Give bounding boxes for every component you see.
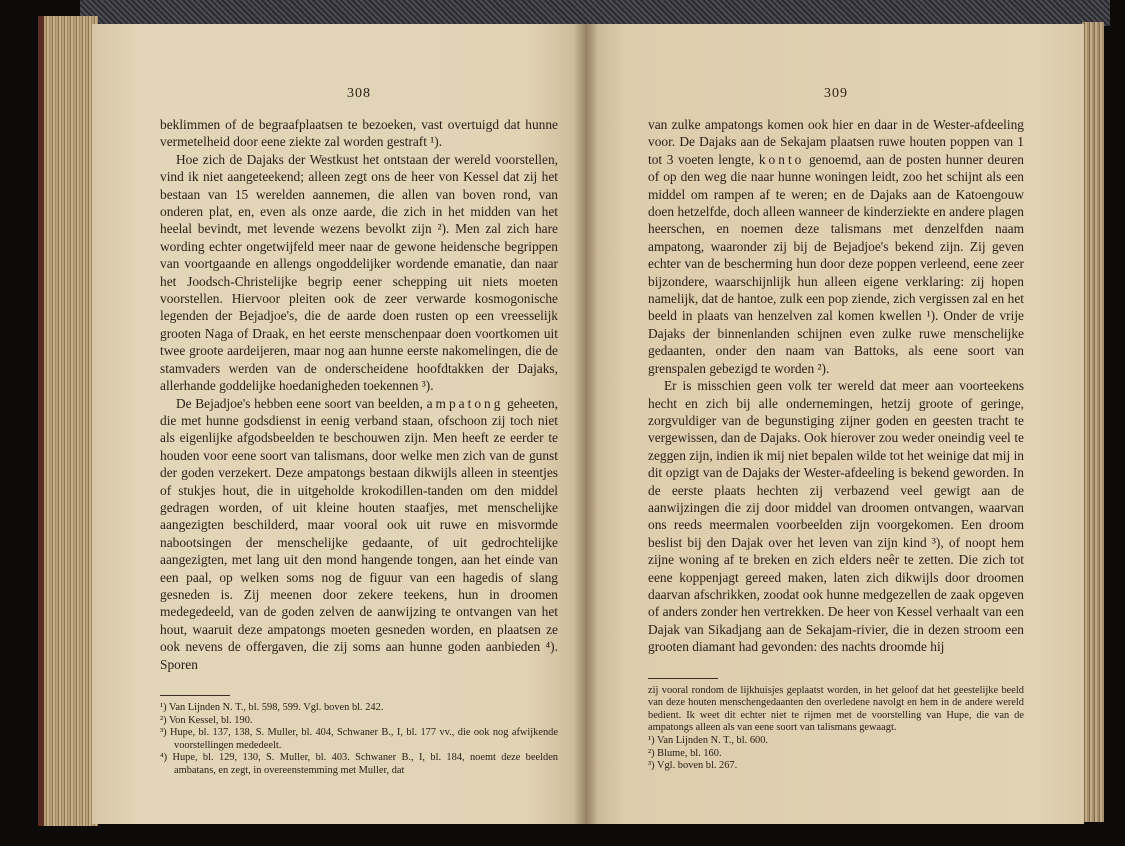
- footnote: ³) Vgl. boven bl. 267.: [648, 760, 738, 772]
- paragraph: [648, 116, 1024, 377]
- text-run: De Bejadjoe's hebben eene soort van beelden,: [176, 395, 427, 411]
- footnote: ²) Von Kessel, bl. 190.: [160, 714, 253, 726]
- left-page: [92, 24, 586, 824]
- footnote-rule: [160, 695, 230, 696]
- page-number: 308: [347, 86, 371, 101]
- footnotes: [160, 702, 558, 778]
- footnote-continuation: zij vooral rondom de lijkhuisjes geplaatst worden, in het geloof dat het geestelijke beeld van deze houten menschengedaanten den overledene navolgt en hem in de andere wereld bedient. Ik weet dit echter niet te rijmen met de voorstelling van Hupe, die van de ampatongs alleen als van eene soort van talismans gewaagt.: [648, 684, 1024, 734]
- footnote: ²) Blume, bl. 160.: [648, 747, 722, 759]
- paragraph: [160, 395, 558, 674]
- right-page-edges: [1082, 22, 1104, 822]
- paragraph: Hoe zich de Dajaks der Westkust het ontstaan der wereld voorstellen, vind ik niet aangeteekend; alleen zegt ons de heer von Kessel dat zij het bestaan van 15 werelden aannemen, die allen van boven rond, van onderen plat, en, even als onze aarde, die zich in het midden van het heelal bevindt, met levende wezens bevolkt zijn ²). Men zal zich hare wording echter ongetwijfeld meer naar de gewone heidensche begrippen van voortgaande en allengs ongoddelijker wordende emanatie, dan naar het Joodsch-Christelijke begrip eener schepping uit niets moeten voorstellen. Hiervoor pleiten ook de zeer verwarde kosmogonische legenden der Bejadjoe's, die de aarde doen rusten op een vreesselijk grooten Naga of Draak, en het eerste menschenpaar doen voortkomen uit twee groote aardeijeren, maar nog aan hunne eerste nakomelingen, die de stamvaders werden van de onderscheidene hoofdtakken der Dajaks, allerhande goddelijke hoedanigheden toekennen ³).: [160, 151, 558, 394]
- footnotes: [648, 685, 1024, 773]
- spaced-term: ampatong: [426, 395, 504, 411]
- right-page-body: [648, 116, 1024, 656]
- text-run: genoemd, aan de posten hunner deuren of op den weg die naar hunne woningen leidt, zoo het schijnt als een middel om rampen af te weren; en de Dajaks aan de Katoengouw doen hetzelfde, doch alleen wanneer de kinderziekte en andere plagen heerschen, en noemen deze talismans met denzelfden naam ampatong, waaronder zij bij de Bejadjoe's bekend zijn. Zij geven echter van de bescherming hun door deze poppen verleend, eene zeer bijzondere, waarschijnlijk hun alleen eigene verklaring: zij hopen namelijk, dat de hantoe, zulk een pop ziende, zich vergissen zal en het beeld in plaats van henzelven zal komen kwellen ¹). Onder de vrije Dajaks der binnenlanden schijnen even zulke ruwe menschelijke gedaanten, onder den naam van Battoks, als eene soort van grenspalen gebezigd te worden ²).: [648, 151, 1024, 376]
- footnote: ⁴) Hupe, bl. 129, 130, S. Muller, bl. 403. Schwaner B., I, bl. 184, noemt deze beelden ambatans, en zegt, in overeenstemming met Muller, dat: [160, 752, 558, 776]
- footnote: ¹) Van Lijnden N. T., bl. 598, 599. Vgl. boven bl. 242.: [160, 702, 384, 713]
- left-page-body: [160, 116, 558, 673]
- footnote-rule: [648, 678, 718, 679]
- text-run: geheeten, die met hunne godsdienst in eenig verband staan, ofschoon zij toch niet als eigenlijke afgodsbeelden te beschouwen zijn. Men heeft ze eerder te houden voor eene soort van talismans, door welke men zich van de gunst der goden verzekert. Deze ampatongs bestaan dikwijls alleen in steentjes of stukjes hout, die in uitgeholde krokodillen-tanden om den middel gedragen worden, of uit kleine houten staafjes, met menschelijke aangezigten beschilderd, maar vooral ook uit ruwe en misvormde nabootsingen der menschelijke gedaante, of uit gedrochtelijke aangezigten, met lang uit den mond hangende tongen, aan het einde van een paal, op welken soms nog de figuur van een hagedis of slang gesneden is. Zij meenen door zekere teekens, hun in droomen medegedeeld, van de goden zelven de aanwijzing te ontvangen van het hout, waaruit deze ampatongs moeten gesneden worden, en plaatsen ze ook nevens de offergaven, die zij soms aan hunne goden aanbieden ⁴). Sporen: [160, 395, 558, 672]
- left-page-edges: [38, 16, 98, 826]
- book-cover-top: [80, 0, 1110, 26]
- paragraph: Er is misschien geen volk ter wereld dat meer aan voorteekens hecht en zich bij alle ondernemingen, hetzij groote of geringe, zorgvuldiger van de begunstiging zijner goden en geesten tracht te vergewissen, dan de Dajaks. Ook hierover zou weder oneindig veel te zeggen zijn, indien ik mij niet bepalen wilde tot het weinige dat mij in dit opzigt van de Dajaks der Wester-afdeeling is bekend geworden. In de eerste plaats hechten zij verbazend veel gewigt aan de aanwijzingen die zij door middel van droomen ontvangen, waarvan ons reeds meermalen voorbeelden zijn voorgekomen. Een droom beslist bij den Dajak over het leven van zijn kind ³), of noopt hem zijne woning af te breken en zich elders neêr te zetten. Die zich tot eene koppenjagt gereed maken, laten zich dikwijls door droomen daarvan afschrikken, zoodat ook hunne medgezellen de zaak opgeven of anders zonder hen vertrekken. De heer von Kessel verhaalt van een Dajak van Sikadjang aan de Sekajam-rivier, die in dezen stroom een grooten diamant had gevonden: des nachts droomde hij: [648, 378, 1024, 655]
- text-run: van zulke ampatongs komen ook hier en daar in de Wester-afdeeling voor. De Dajaks aan de Sekajam plaatsen ruwe houten poppen van 1 tot 3 voeten lengte,: [648, 117, 1024, 167]
- right-page: [586, 24, 1084, 824]
- page-number: 309: [824, 86, 848, 101]
- footnote: ³) Hupe, bl. 137, 138, S. Muller, bl. 404, Schwaner B., I, bl. 177 vv., die ook nog afwijkende voorstellingen mededeelt.: [160, 727, 558, 751]
- book-gutter: [574, 24, 598, 824]
- footnote: ¹) Van Lijnden N. T., bl. 600.: [648, 734, 768, 746]
- spaced-term: konto: [758, 151, 805, 167]
- paragraph: beklimmen of de begraafplaatsen te bezoeken, vast overtuigd dat hunne vermetelheid door eene ziekte zal worden gestraft ¹).: [160, 117, 558, 150]
